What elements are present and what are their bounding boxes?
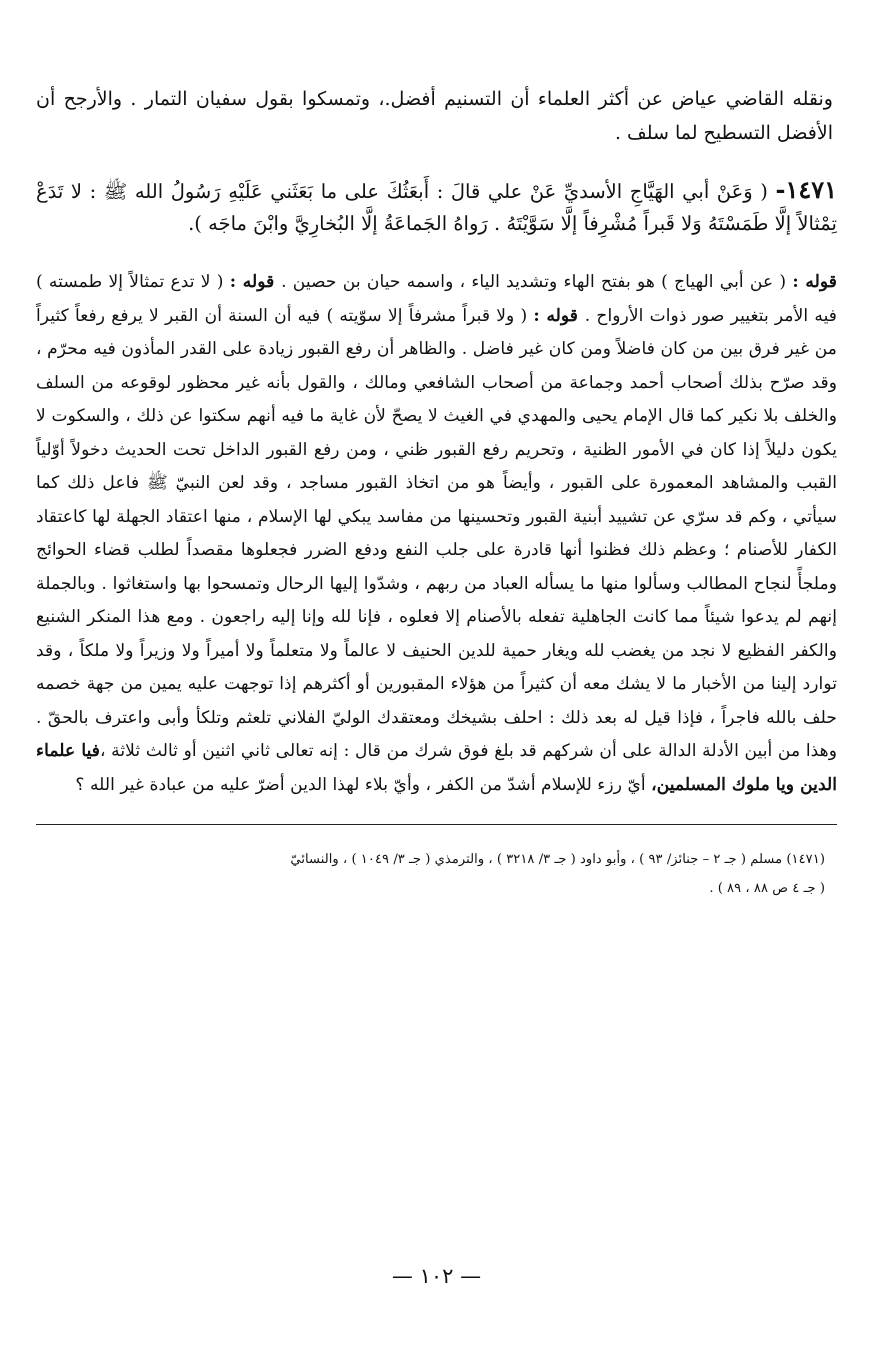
intro-paragraph: ونقله القاضي عياض عن أكثر العلماء أن التسنيم أفضل.، وتمسكوا بقول سفيان التمار . والأرجح أن الأفضل التسطيح لما سلف . xyxy=(36,88,833,144)
footnote-line: (١٤٧١) مسلم ( جـ ٢ – جنائز/ ٩٣ ) ، وأبو داود ( جـ ٣/ ٣٢١٨ ) ، والترمذي ( جـ ٣/ ١٠٤٩ ) ، والنسائيّ xyxy=(290,852,825,867)
commentary-keyword: قوله : xyxy=(229,272,282,292)
hadith-text: ( وَعَنْ أبي الهَيَّاجِ الأسديِّ عَنْ علي قالَ : أَبعَثُكَ على ما بَعَثَني عَلَيْهِ رَسُولُ الله ﷺ : لا تَدَعْ تِمْثالاً إلَّا طَمَسْتَهُ وَلا قَبراً مُشْرِفاً إلَّا سَوَّيْتَهُ . رَواهُ الجَماعَةُ إلَّا البُخارِيَّ وابْنَ ماجَه ). xyxy=(36,180,837,235)
footnote xyxy=(36,845,837,903)
footnote-divider xyxy=(36,824,837,825)
commentary-text: ( عن أبي الهياج ) هو بفتح الهاء وتشديد الياء ، واسمه حيان بن حصين . xyxy=(281,272,793,292)
page-body xyxy=(36,82,837,1363)
hadith-paragraph xyxy=(36,174,837,240)
commentary-emphasis: فيا علماء الدين ويا ملوك المسلمين، xyxy=(36,741,837,795)
commentary-paragraph xyxy=(36,266,837,802)
commentary-text: ( ولا قبراً مشرفاً إلا سوّيته ) فيه أن السنة أن القبر لا يرفع رفعاً كثيراً من غير فرق بين من كان فاضلاً ومن كان غير فاضل . والظاهر أن رفع القبور زيادة على القدر المأذون فيه محرّم ، وقد صرّح بذلك أصحاب أحمد وجماعة من أصحاب الشافعي ومالك ، والقول بأنه غير محظور لوقوعه من السلف والخلف بلا نكير كما قال الإمام يحيى والمهدي في الغيث لا يصحّ لأن غاية ما فيه أنهم سكتوا عن ذلك ، والسكوت لا يكون دليلاً إذا كان في الأمور الظنية ، وتحريم رفع القبور ظني ، ومن رفع القبور الداخل تحت الحديث دخولاً أوّلياً القبب والمشاهد المعمورة على القبور ، وأيضاً هو من اتخاذ القبور مساجد ، وقد لعن النبيّ ﷺ فاعل ذلك كما سيأتي ، وكم قد سرّي عن تشييد أبنية القبور وتحسينها من مفاسد يبكي لها الإسلام ، منها اعتقاد الجهلة لها كاعتقاد الكفار للأصنام ؛ وعظم ذلك فظنوا أنها قادرة على جلب النفع ودفع الضرر فجعلوها مقصداً لطلب قضاء الحوائج وملجأً لنجاح المطالب وسألوا منها ما يسأله العباد من ربهم ، وشدّوا إليها الرحال وتمسحوا بها واستغاثوا . وبالجملة إنهم لم يدعوا شيئاً مما كانت الجاهلية تفعله بالأصنام إلا فعلوه ، فإنا لله وإنا إليه راجعون . ومع هذا المنكر الشنيع والكفر الفظيع لا نجد من يغضب لله ويغار حمية للدين الحنيف لا عالماً ولا متعلماً ولا أميراً ولا وزيراً ولا ملكاً ، وقد توارد إلينا من الأخبار ما لا يشك معه أن كثيراً من هؤلاء المقبورين أو أكثرهم إذا توجهت عليه يمين من جهة خصمه حلف بالله فاجراً ، فإذا قيل له بعد ذلك : احلف بشيخك ومعتقدك الوليّ الفلاني تلعثم وتلكأ وأبى واعترف بالحقّ . وهذا من أبين الأدلة الدالة على أن شركهم قد بلغ فوق شرك من قال : إنه تعالى ثاني اثنين أو ثالث ثلاثة ، xyxy=(36,305,838,761)
commentary-text: ( لا تدع تمثالاً إلا طمسته ) فيه الأمر بتغيير صور ذوات الأرواح . xyxy=(36,272,838,326)
commentary-keyword: قوله : xyxy=(792,272,837,292)
hadith-number: ١٤٧١- xyxy=(775,175,837,204)
footnote-line: ( جـ ٤ ص ٨٨ ، ٨٩ ) . xyxy=(709,881,825,896)
commentary-text: أيّ رزء للإسلام أشدّ من الكفر ، وأيّ بلاء لهذا الدين أضرّ عليه من عبادة غير الله ؟ xyxy=(75,774,652,795)
commentary-keyword: قوله : xyxy=(533,305,585,326)
page-number: — ١٠٢ — xyxy=(391,1264,482,1288)
